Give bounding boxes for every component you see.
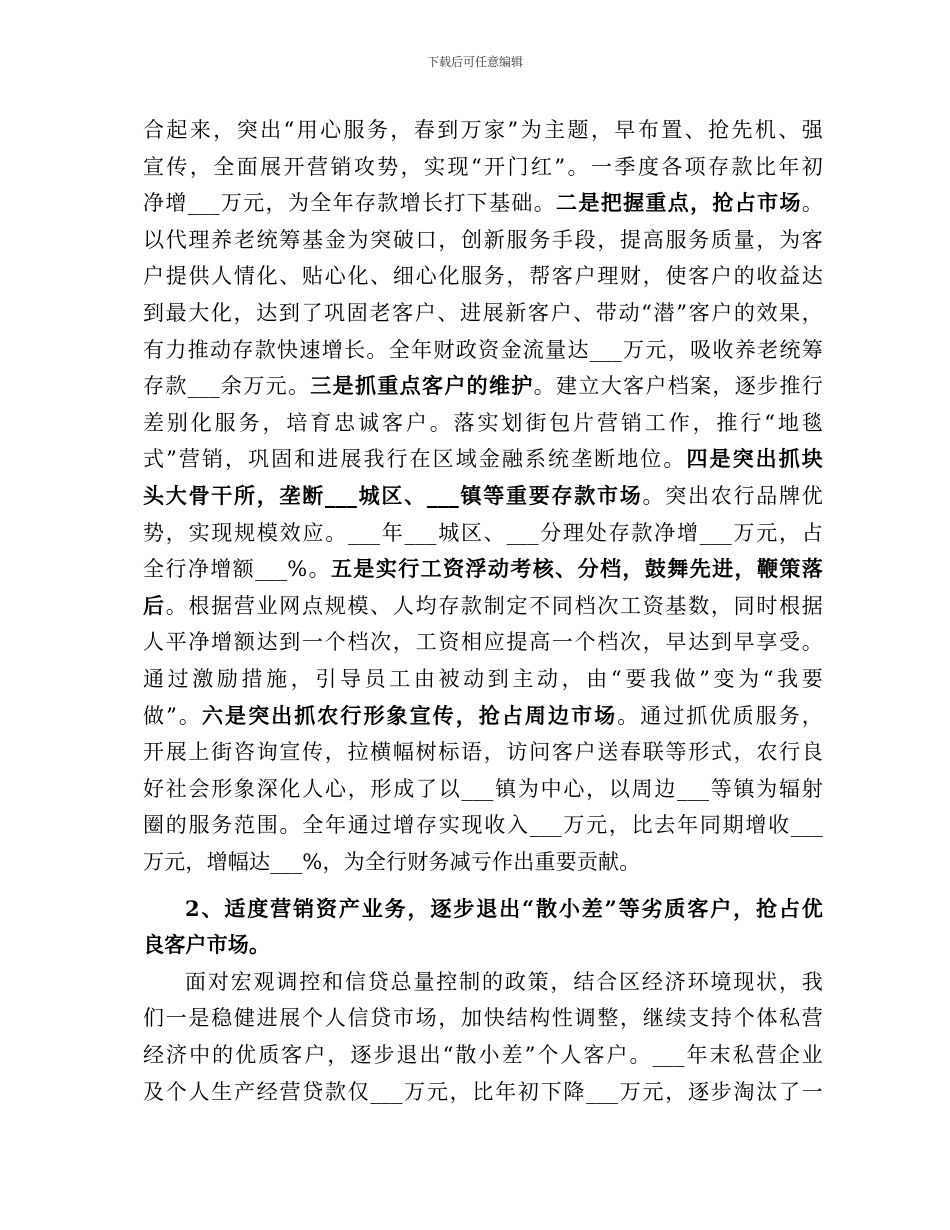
bold-heading-segment: 六是突出抓农行形象宣传，抢占周边市场 [201,703,618,728]
text-line-27 [143,1078,823,1106]
text-line-26 [143,1041,823,1069]
text-line-21 [143,848,640,876]
text-line-3 [143,189,823,217]
text-segment: 式”营销，巩固和进展我行在区域金融系统垄断地位。 [143,447,687,471]
bold-heading-segment: 后 [143,593,166,618]
text-line-8 [143,372,823,400]
text-line-5 [143,262,823,290]
text-line-6 [143,299,823,327]
text-segment: 。突出农行品牌优 [642,484,823,508]
text-segment: 。 [801,191,824,215]
text-line-2 [143,153,823,181]
bold-heading-segment: 三是抓重点客户的维护 [310,373,534,398]
text-line-14 [143,592,823,620]
text-segment: 人平净增额达到一个档次，工资相应提高一个档次，早达到早享受。 [143,630,823,654]
text-line-9 [143,409,823,437]
text-line-19 [143,775,823,803]
text-segment: 。根据营业网点规模、人均存款制定不同档次工资基数，同时根据 [165,594,823,618]
text-segment: 面对宏观调控和信贷总量控制的政策，结合区经济环境现状，我 [185,970,823,994]
text-segment: 合起来，突出“用心服务，春到万家”为主题，早布置、抢先机、强 [143,118,823,142]
text-segment: 。通过抓优质服务， [617,704,823,728]
bold-heading-segment: 四是突出抓块 [686,446,823,471]
text-segment: 圈的服务范围。全年通过增存实现收入___万元，比去年同期增收___ [143,813,823,837]
text-segment: 以代理养老统筹基金为突破口，创新服务手段，提高服务质量，为客 [143,228,823,252]
text-segment: 净增___万元，为全年存款增长打下基础。 [143,191,557,215]
text-line-16 [143,665,823,693]
text-segment: 宣传，全面展开营销攻势，实现“开门红”。一季度各项存款比年初 [143,155,823,179]
text-segment: 差别化服务，培育忠诚客户。落实划街包片营销工作，推行“地毯 [143,411,823,435]
text-segment: 万元，增幅达___%，为全行财务减亏作出重要贡献。 [143,850,641,874]
text-line-11 [143,482,823,510]
text-line-25 [143,1004,823,1032]
page-header: 下载后可任意编辑 [426,55,523,69]
text-line-18 [143,738,823,766]
bold-heading-segment: 头大骨干所，垄断___城区、___镇等重要存款市场 [143,483,643,508]
text-segment: 到最大化，达到了巩固老客户、进展新客户、带动“潜”客户的效果， [143,301,823,325]
text-segment: 们一是稳健进展个人信贷市场，加快结构性调整，继续支持个体私营 [143,1006,823,1030]
text-segment: 户提供人情化、贴心化、细心化服务，帮客户理财，使客户的收益达 [143,264,823,288]
text-segment: 经济中的优质客户，逐步退出“散小差”个人客户。___年末私营企业 [143,1043,823,1067]
text-line-15 [143,628,823,656]
text-line-23 [143,931,270,959]
text-line-1 [143,116,823,144]
text-segment: 做”。 [143,704,202,728]
text-line-17 [143,702,823,730]
text-segment: 开展上街咨询宣传，拉横幅树标语，访问客户送春联等形式，农行良 [143,740,823,764]
text-segment: 势，实现规模效应。___年___城区、___分理处存款净增___万元，占 [143,521,823,545]
text-segment: 全行净增额___%。 [143,557,331,581]
text-segment: 好社会形象深化人心，形成了以___镇为中心，以周边___等镇为辐射 [143,777,823,801]
text-segment: 有力推动存款快速增长。全年财政资金流量达___万元，吸收养老统筹 [143,338,823,362]
text-segment: 。建立大客户档案，逐步推行 [533,374,823,398]
text-line-4 [143,226,823,254]
text-segment: 及个人生产经营贷款仅___万元，比年初下降___万元，逐步淘汰了一 [143,1080,823,1104]
bold-heading-segment: 2、适度营销资产业务，逐步退出“散小差”等劣质客户，抢占优 [185,896,823,921]
text-segment: 存款___余万元。 [143,374,311,398]
text-line-10 [143,445,823,473]
text-line-7 [143,336,823,364]
text-line-24 [185,968,823,996]
text-line-22 [185,895,823,923]
bold-heading-segment: 五是实行工资浮动考核、分档，鼓舞先进，鞭策落 [331,556,823,581]
bold-heading-segment: 良客户市场。 [143,932,271,957]
text-segment: 通过激励措施，引导员工由被动到主动，由“要我做”变为“我要 [143,667,823,691]
text-line-13 [143,555,823,583]
text-line-20 [143,811,823,839]
text-line-12 [143,519,823,547]
bold-heading-segment: 二是把握重点，抢占市场 [556,190,802,215]
